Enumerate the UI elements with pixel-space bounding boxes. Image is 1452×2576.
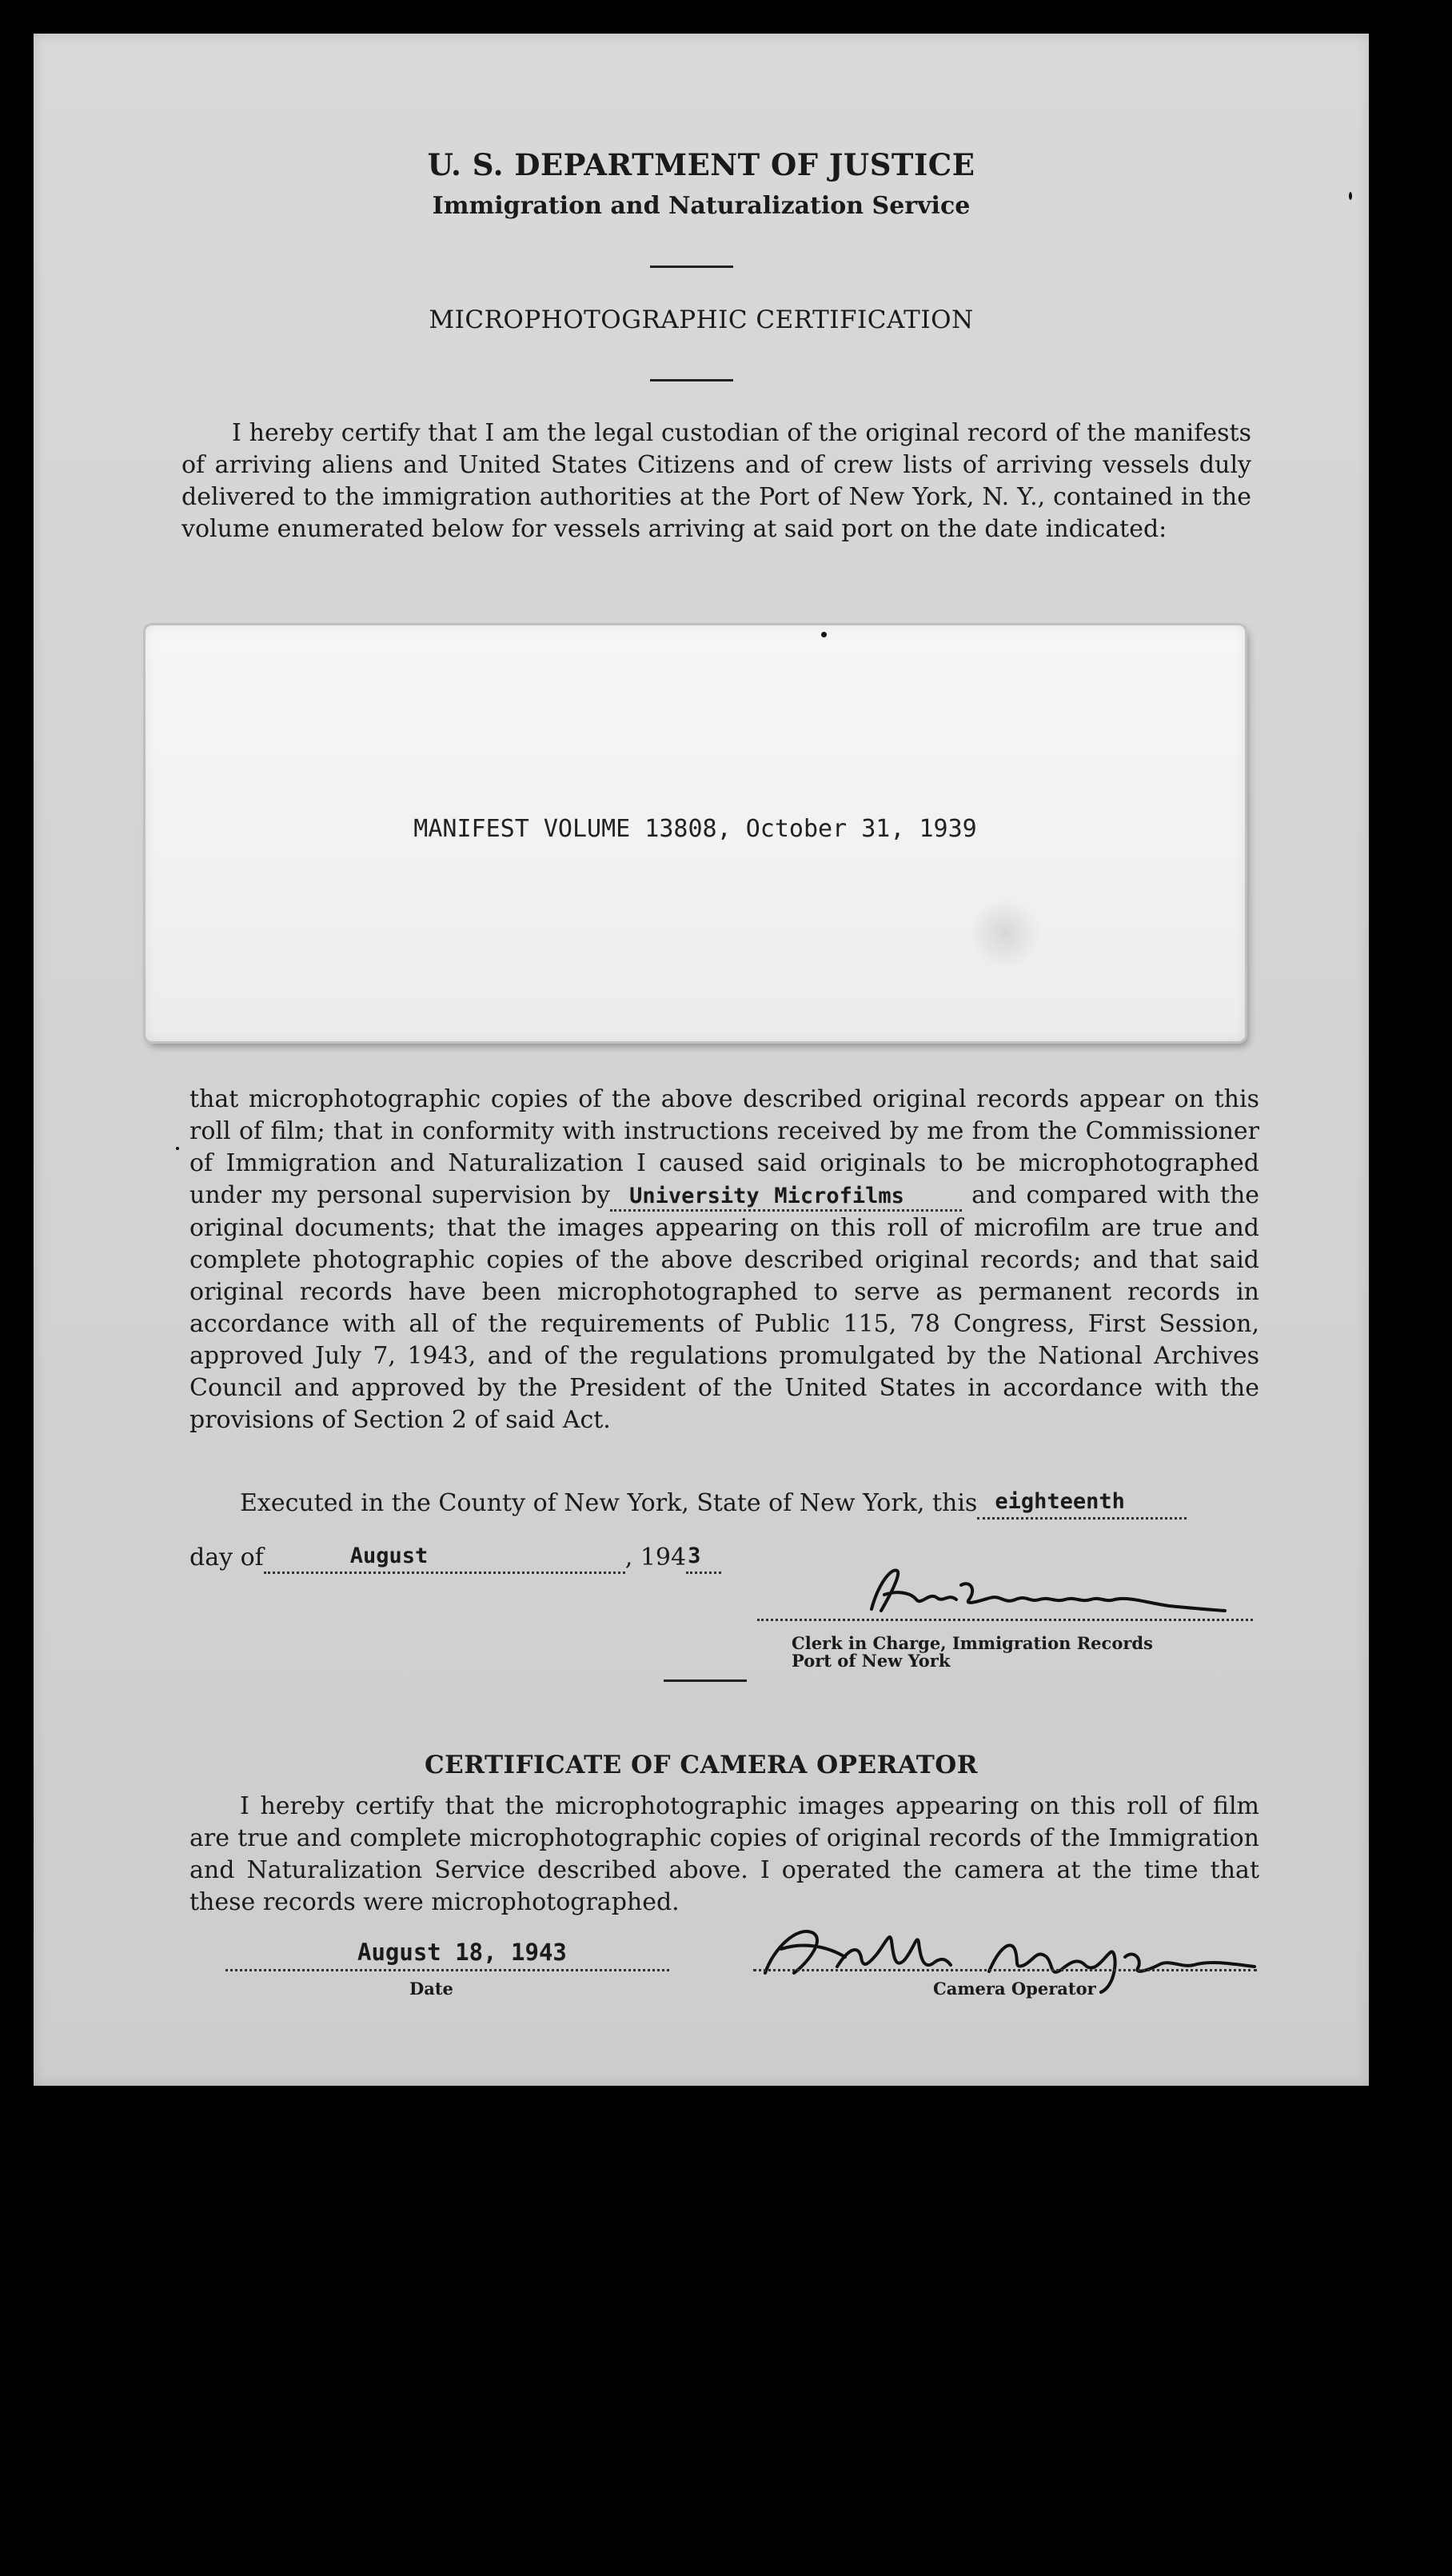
execution-prefix: Executed in the County of New York, State of New York, this: [240, 1489, 978, 1517]
year-prefix: , 194: [624, 1544, 687, 1572]
body-paragraph-part2: and compared with the original documents; that the images appearing on this roll of microfilm are true and complete photographic copies of the above described original records; and that said original records have been microphotographed to serve as permanent records in accordance with all of the requirements of Public 115, 78 Congress, First Session, approved July 7, 1943, and of the regulations promulgated by the National Archives Council and approved by the President of the United States in accordance with the provisions of Section 2 of said Act.: [189, 1181, 1260, 1434]
camera-operator-label: Camera Operator: [933, 1979, 1096, 1999]
ink-speck: [1349, 192, 1352, 200]
year-digit-value: 3: [688, 1544, 701, 1568]
body-paragraph-part1: that microphotographic copies of the above described original records appear on this roll of film; that in conformity with instructions received by me from the Commissioner of Immigration and Naturalization I caused said originals to be microphotographed under my personal supervision by: [189, 1085, 1259, 1209]
year-fill: [686, 1544, 721, 1574]
clerk-title-label: [792, 1635, 1153, 1670]
manifest-card: [146, 625, 1245, 1041]
service-subtitle: Immigration and Naturalization Service: [432, 192, 971, 220]
ink-speck: [821, 632, 827, 637]
body-paragraph: [189, 1084, 1259, 1436]
camera-operator-heading: CERTIFICATE OF CAMERA OPERATOR: [424, 1751, 979, 1779]
ink-speck: [176, 1147, 179, 1150]
camera-operator-paragraph: I hereby certify that the microphotographic images appearing on this roll of film are true and complete microphotographic copies of original records of the Immigration and Naturalization Service described above. I operated the camera at the time that these records were microphotographed.: [189, 1792, 1259, 1916]
operator-signature-line: [753, 1969, 1257, 1971]
date-line: [225, 1969, 669, 1971]
operator-date-value: August 18, 1943: [357, 1939, 567, 1966]
date-label: Date: [409, 1979, 453, 1999]
intro-paragraph: I hereby certify that I am the legal custodian of the original record of the manifests of arriving aliens and United States Citizens and of crew lists of arriving vessels duly delivered to the immigration authorities at the Port of New York, N. Y., contained in the volume enumerated below for vessels arriving at said port on the date indicated:: [182, 419, 1251, 543]
divider-rule: [650, 266, 733, 268]
day-of-label: day of: [189, 1544, 264, 1572]
divider-rule: [650, 379, 733, 381]
certification-heading: MICROPHOTOGRAPHIC CERTIFICATION: [429, 306, 974, 334]
supervisor-value: University Microfilms: [629, 1184, 904, 1208]
month-fill: [264, 1544, 625, 1574]
manifest-volume-text: MANIFEST VOLUME 13808, October 31, 1939: [413, 815, 977, 843]
day-of-line: [189, 1544, 721, 1574]
supervisor-fill: [610, 1181, 962, 1212]
clerk-signature-line: [757, 1619, 1253, 1621]
execution-line: [240, 1489, 1259, 1520]
divider-rule: [664, 1679, 747, 1682]
execution-day-value: eighteenth: [995, 1489, 1125, 1514]
execution-day-fill: [977, 1489, 1187, 1520]
certificate-sheet: [34, 34, 1369, 2086]
card-stain: [969, 897, 1041, 969]
department-title: U. S. DEPARTMENT OF JUSTICE: [427, 147, 975, 182]
clerk-title-line2: Port of New York: [792, 1651, 951, 1671]
clerk-signature: [849, 1553, 1233, 1625]
clerk-title-line1: Clerk in Charge, Immigration Records: [792, 1633, 1153, 1653]
month-value: August: [349, 1544, 429, 1568]
